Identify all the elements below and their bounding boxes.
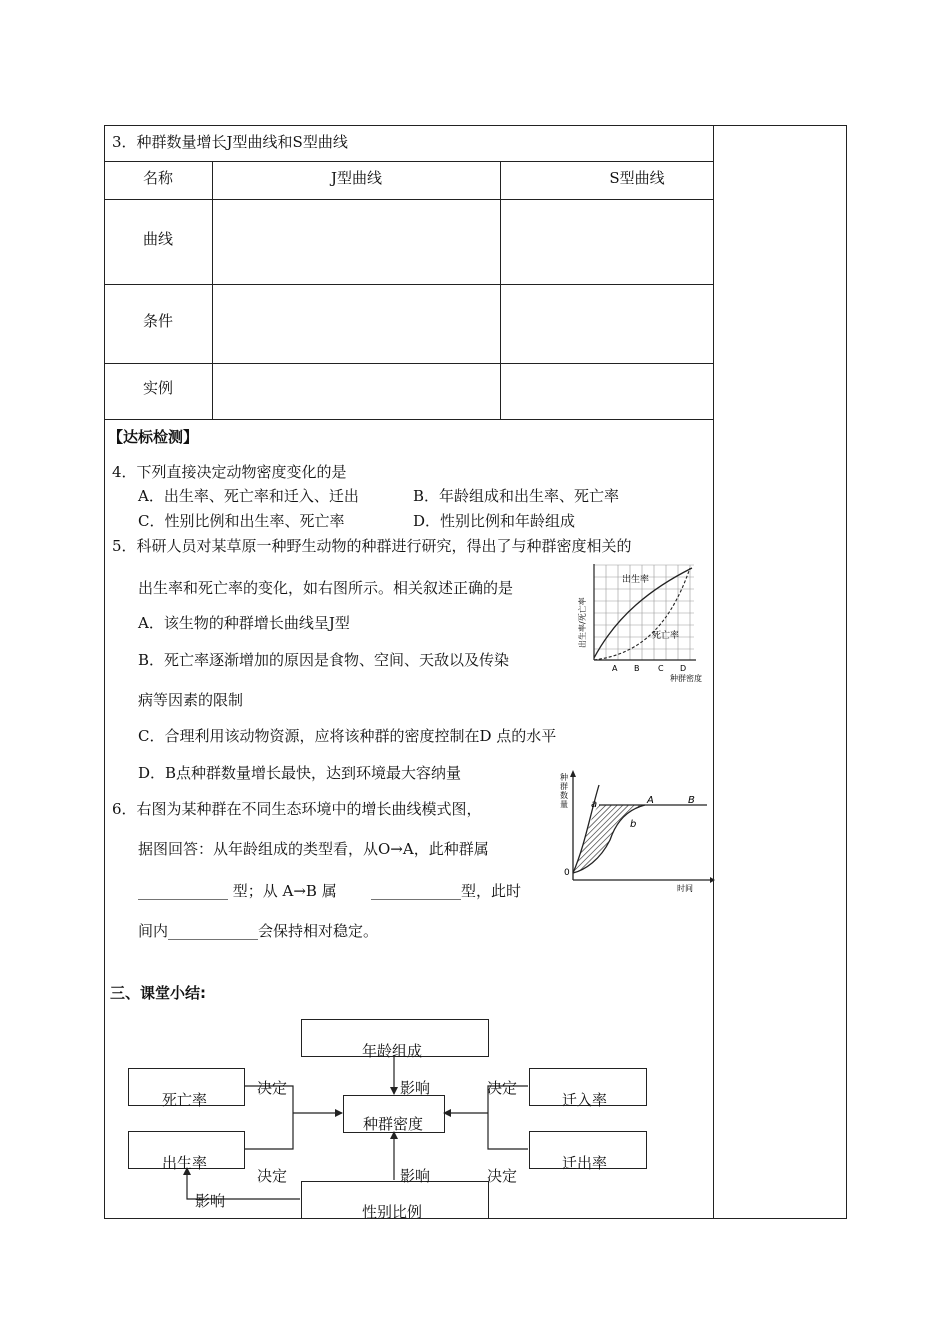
fig5-tick-d: D — [680, 664, 687, 673]
label-decide-right-top: 决定 — [487, 1079, 518, 1097]
q6-line-1: 6．右图为某种群在不同生态环境中的增长曲线模式图， — [112, 800, 482, 818]
q5-option-b-2: 病等因素的限制 — [138, 691, 244, 709]
box-immigration-rate-label: 迁入率 — [562, 1091, 608, 1109]
svg-text:数: 数 — [560, 791, 568, 800]
table-title: 3．种群数量增长J型曲线和S型曲线 — [112, 133, 348, 151]
fig6-origin: 0 — [564, 868, 570, 878]
box-death-rate-label: 死亡率 — [162, 1091, 208, 1109]
fig5-birth-label: 出生率 — [622, 575, 650, 585]
q6-line-4: 间内____________会保持相对稳定。 — [138, 922, 379, 940]
table-header-name: 名称 — [142, 169, 173, 187]
fig6-label-b: b — [630, 819, 637, 830]
table-row-example: 实例 — [142, 379, 173, 397]
label-decide-left-top: 决定 — [257, 1079, 288, 1097]
svg-text:量: 量 — [560, 800, 568, 809]
fig5-tick-b: B — [634, 664, 640, 673]
label-affect-sex-birth: 影响 — [195, 1192, 226, 1210]
fig6-label-A: A — [647, 795, 654, 806]
q6-line-3a: ____________ 型；从 A→B 属 — [138, 882, 337, 900]
section-check-heading: 【达标检测】 — [108, 428, 199, 446]
fig6-label-B: B — [688, 795, 695, 806]
q5-option-a: A．该生物的种群增长曲线呈J型 — [138, 614, 350, 632]
box-population-density-label: 种群密度 — [363, 1115, 424, 1133]
q5-option-d: D．B点种群数量增长最快，达到环境最大容纳量 — [138, 764, 462, 782]
q5-option-b-1: B．死亡率逐渐增加的原因是食物、空间、天敌以及传染 — [138, 651, 510, 669]
box-age-structure-label: 年龄组成 — [362, 1042, 423, 1060]
table-header-j: J型曲线 — [330, 169, 382, 187]
box-emigration-rate-label: 迁出率 — [562, 1154, 608, 1172]
q6-line-2: 据图回答：从年龄组成的类型看，从O→A，此种群属 — [138, 840, 489, 858]
svg-text:群: 群 — [560, 782, 568, 791]
label-affect-bottom: 影响 — [400, 1167, 431, 1185]
svg-text:种: 种 — [560, 773, 568, 782]
table-row-curve: 曲线 — [142, 230, 173, 248]
q4-option-c: C．性别比例和出生率、死亡率 — [138, 512, 345, 530]
fig6-xlabel: 时间 — [677, 884, 693, 893]
fig6-label-a: a — [591, 799, 598, 810]
q4-option-d: D．性别比例和年龄组成 — [413, 512, 576, 530]
table-row-condition: 条件 — [142, 312, 173, 330]
fig5-tick-a: A — [612, 664, 618, 673]
fig5-tick-c: C — [658, 664, 664, 673]
q4-option-b: B．年龄组成和出生率、死亡率 — [413, 487, 620, 505]
q5-option-c: C．合理利用该动物资源，应将该种群的密度控制在D 点的水平 — [138, 727, 557, 745]
box-birth-rate-label: 出生率 — [162, 1154, 208, 1172]
fig5-ylabel: 出生率/死亡率 — [578, 597, 587, 648]
q5-stem-2: 出生率和死亡率的变化，如右图所示。相关叙述正确的是 — [138, 579, 514, 597]
q6-line-3b: ____________型，此时 — [371, 882, 522, 900]
label-affect-top: 影响 — [400, 1079, 431, 1097]
label-decide-right-bottom: 决定 — [487, 1167, 518, 1185]
table-header-s: S型曲线 — [609, 169, 665, 187]
q5-stem-1: 5．科研人员对某草原一种野生动物的种群进行研究，得出了与种群密度相关的 — [112, 537, 632, 555]
fig5-xlabel: 种群密度 — [670, 674, 702, 683]
q4-option-a: A．出生率、死亡率和迁入、迁出 — [138, 487, 359, 505]
summary-heading: 三、课堂小结: — [110, 984, 206, 1002]
box-sex-ratio-label: 性别比例 — [362, 1203, 423, 1221]
label-decide-left-bottom: 决定 — [257, 1167, 288, 1185]
q4-stem: 4．下列直接决定动物密度变化的是 — [112, 463, 347, 481]
fig5-death-label: 死亡率 — [652, 631, 680, 641]
